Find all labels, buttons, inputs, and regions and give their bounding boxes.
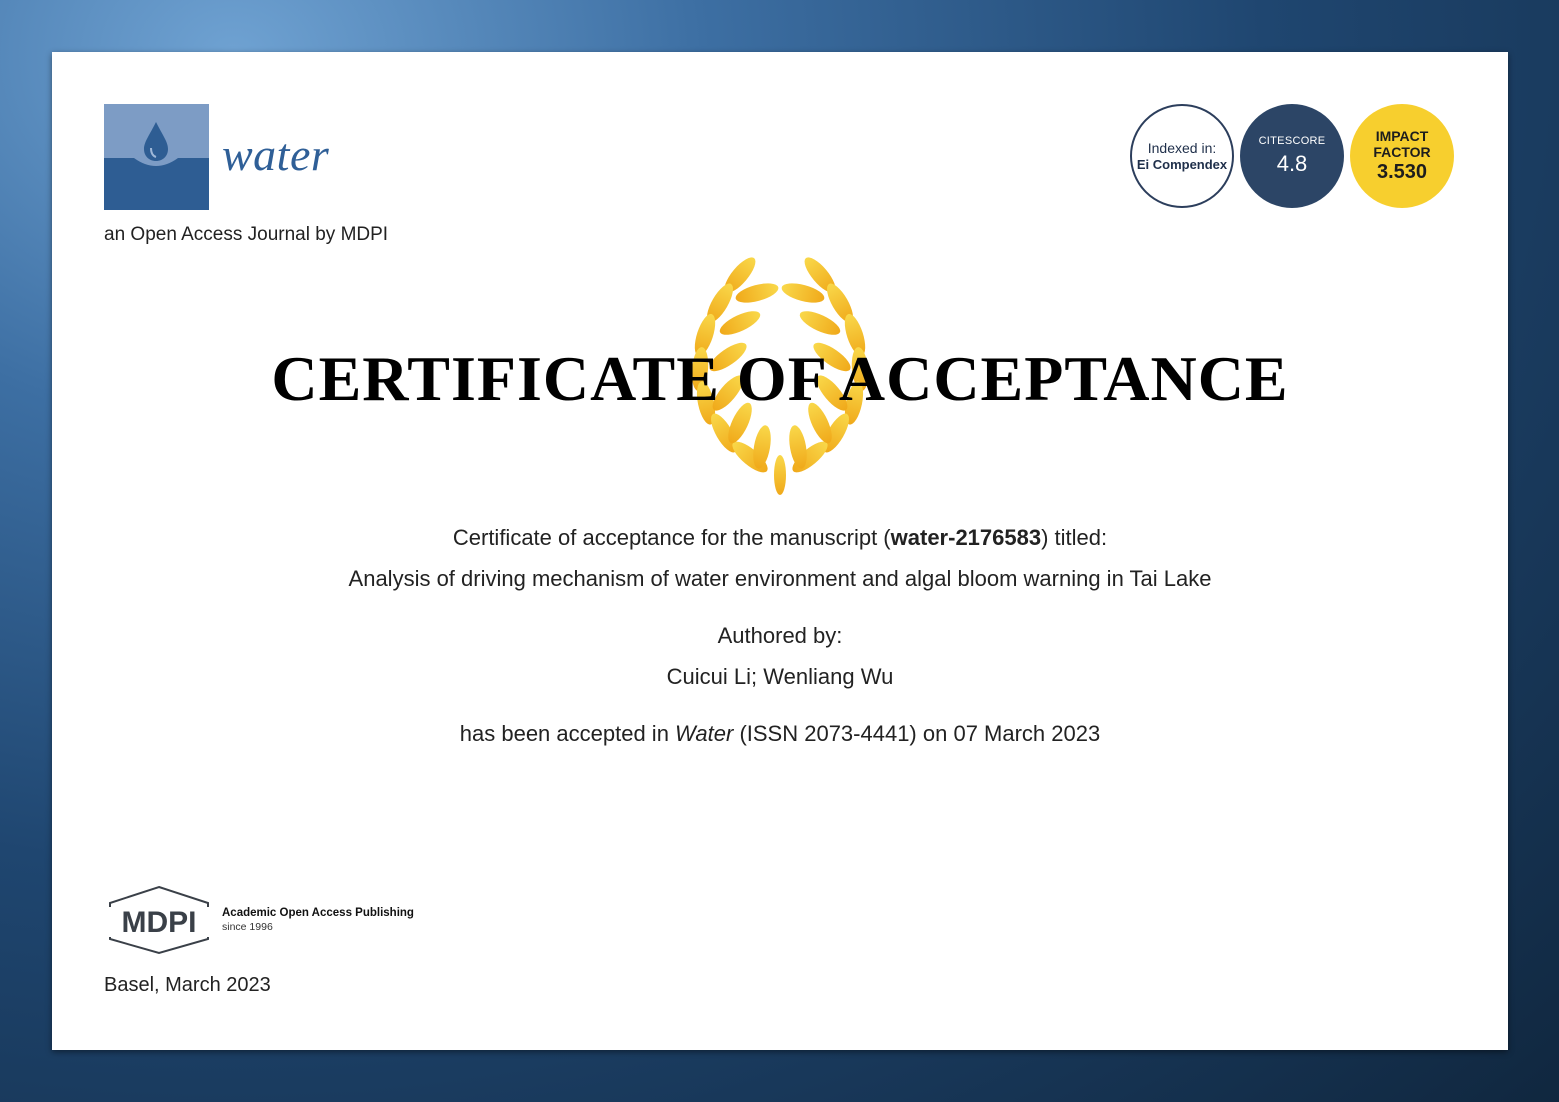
mdpi-logo-icon xyxy=(104,885,214,955)
authored-by-label: Authored by: xyxy=(717,623,843,648)
indexed-value: Ei Compendex xyxy=(1136,157,1228,172)
journal-subtitle: an Open Access Journal by MDPI xyxy=(104,224,389,245)
impact-factor-badge xyxy=(1350,104,1454,208)
acceptance-line xyxy=(52,721,1508,747)
authors: Cuicui Li; Wenliang Wu xyxy=(666,664,894,689)
journal-logo-icon xyxy=(104,104,209,210)
accepted-before: has been accepted in xyxy=(459,721,676,746)
certificate-title: CERTIFICATE OF ACCEPTANCE xyxy=(271,343,1289,414)
manuscript-id: water-2176583 xyxy=(890,525,1042,550)
ei-compendex-badge xyxy=(1130,104,1234,208)
publisher-tagline: Academic Open Access Publishing xyxy=(222,907,414,919)
mdpi-logo-text: MDPI xyxy=(121,906,197,939)
accepted-after: (ISSN 2073-4441) on 07 March 2023 xyxy=(733,721,1101,746)
publisher-since: since 1996 xyxy=(222,921,273,933)
indexed-label: Indexed in: xyxy=(1147,140,1217,156)
impact-label-2: FACTOR xyxy=(1373,144,1431,160)
journal-name: water xyxy=(222,129,330,180)
place-date: Basel, March 2023 xyxy=(104,974,271,996)
citescore-label: CITESCORE xyxy=(1258,135,1326,147)
impact-value: 3.530 xyxy=(1376,161,1428,183)
intro-after: ) titled: xyxy=(1041,525,1108,550)
certificate-sheet xyxy=(52,52,1508,1050)
journal-italic: Water xyxy=(675,721,734,746)
impact-label-1: IMPACT xyxy=(1375,128,1429,144)
manuscript-title: Analysis of driving mechanism of water environment and algal bloom warning in Tai Lake xyxy=(348,566,1212,591)
intro-line xyxy=(52,525,1508,551)
intro-before: Certificate of acceptance for the manuscript ( xyxy=(452,525,891,550)
citescore-value: 4.8 xyxy=(1276,151,1308,176)
citescore-badge xyxy=(1240,104,1344,208)
